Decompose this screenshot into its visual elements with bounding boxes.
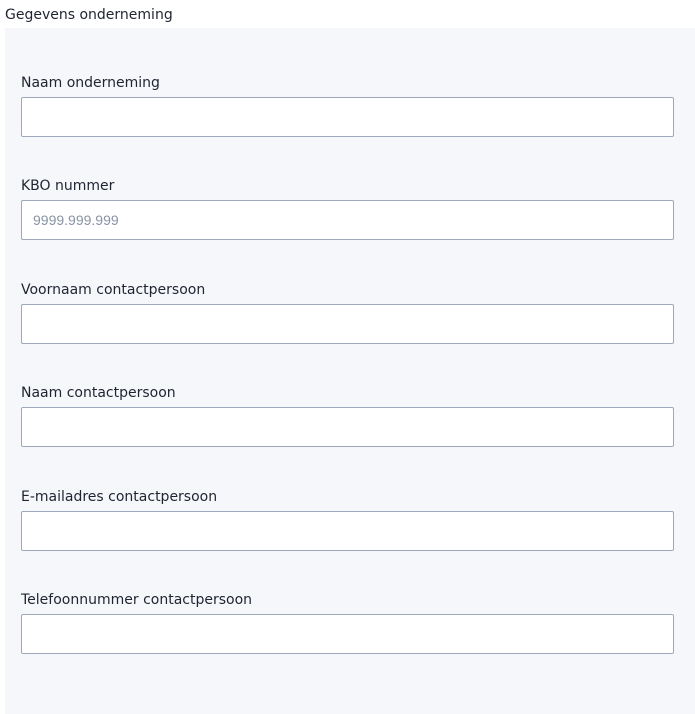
contact-last-name-field: [21, 383, 674, 403]
contact-email-field: [21, 487, 674, 507]
company-name-field: [21, 73, 674, 93]
contact-email-input[interactable]: [21, 511, 674, 551]
contact-first-name-label: Voornaam contactpersoon: [21, 282, 206, 298]
kbo-number-field: [21, 176, 674, 196]
company-name-label: Naam onderneming: [21, 75, 160, 91]
contact-email-label: E-mailadres contactpersoon: [21, 489, 218, 505]
contact-last-name-input[interactable]: [21, 407, 674, 447]
kbo-number-label: KBO nummer: [21, 178, 115, 194]
contact-first-name-input[interactable]: [21, 304, 674, 344]
company-details-form: [5, 28, 695, 714]
contact-phone-field: [21, 590, 674, 610]
section-title: Gegevens onderneming: [5, 7, 173, 23]
kbo-number-input[interactable]: [21, 200, 674, 240]
contact-phone-label: Telefoonnummer contactpersoon: [21, 592, 253, 608]
contact-last-name-label: Naam contactpersoon: [21, 385, 176, 401]
company-name-input[interactable]: [21, 97, 674, 137]
contact-phone-input[interactable]: [21, 614, 674, 654]
contact-first-name-field: [21, 280, 674, 300]
